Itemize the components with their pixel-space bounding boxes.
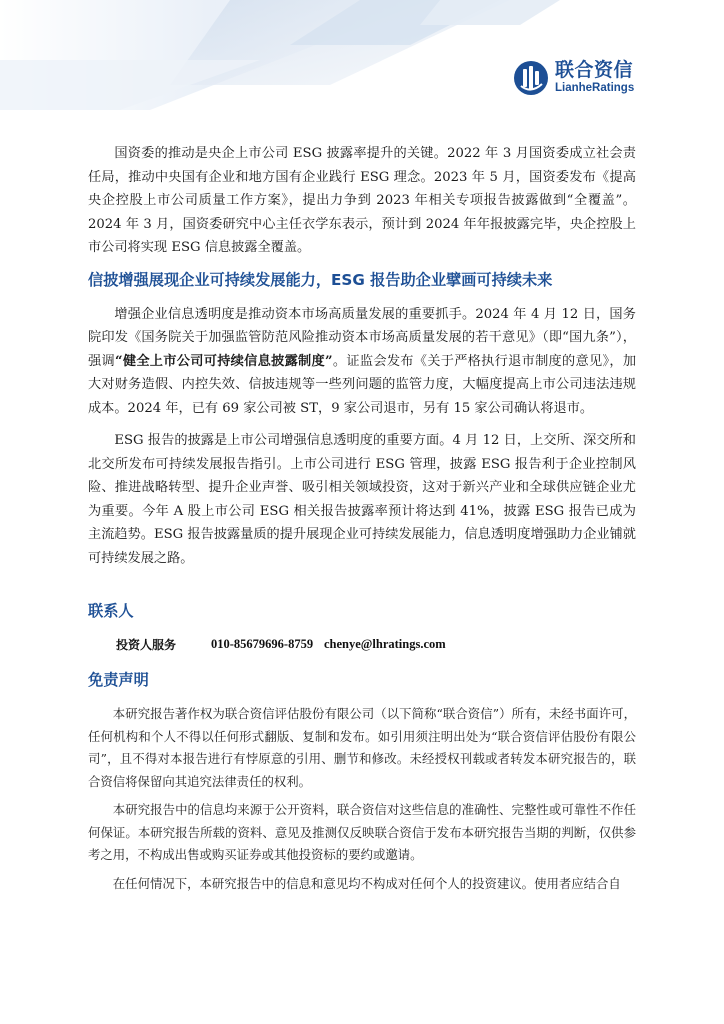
contact-label: 投资人服务 [116,638,177,652]
disclaimer-paragraph-1: 本研究报告著作权为联合资信评估股份有限公司（以下简称“联合资信”）所有，未经书面许可，任何机构和个人不得以任何形式翻版、复制和发布。如引用须注明出处为“联合资信评估股份有限公司”，且不得对本报告进行有悖原意的引用、删节和修改。未经授权刊载或者转发本研究报告的，联合资信将保留向其追究法律责任的权利。 [88,706,636,789]
logo-chinese-text: 联合资信 [555,59,634,82]
disclaimer-paragraph-2: 本研究报告中的信息均来源于公开资料，联合资信对这些信息的准确性、完整性或可靠性不作任何保证。本研究报告所载的资料、意见及推测仅反映联合资信于发布本研究报告当期的判断，仅供参考之用，不构成出售或购买证券或其他投资标的要约或邀请。 [88,802,636,862]
section1-paragraph-1 [88,303,636,421]
intro-paragraph: 国资委的推动是央企上市公司 ESG 披露率提升的关键。2022 年 3 月国资委成立社会责任局，推动中央国有企业和地方国有企业践行 ESG 理念。2023 年 5 月，国资委发布《提高央企控股上市公司质量工作方案》，提出力争到 2023 年相关专项报告披露做到“全覆盖”。2024 年 3 月，国资委研究中心主任衣学东表示，预计到 2024 年年报披露完毕，央企控股上市公司将实现 ESG 信息披露全覆盖。 [88,146,636,255]
document-body [88,142,636,901]
contact-phone: 010-85679696-8759 [211,637,314,651]
section1-p1-emphasis: “健全上市公司可持续信息披露制度” [114,353,333,369]
section1-p1-text-b: 。证监会发布《关于严格执行退市制度的意见》，加大对财务造假、内控失效、信披违规等一些列问题的监管力度，大幅度提高上市公司违法违规成本。2024 年，已有 69 家公司被 ST，9 家公司退市，另有 15 家公司确认将退市。 [88,353,637,416]
disclaimer-paragraph-3: 在任何情况下，本研究报告中的信息和意见均不构成对任何个人的投资建议。使用者应结合自 [112,875,621,891]
disclaimer-section-title: 免责声明 [88,671,149,689]
contact-row [116,636,636,653]
lianhe-logo-icon [513,60,549,96]
contact-section-title: 联系人 [88,602,134,620]
section1-paragraph-2: ESG 报告的披露是上市公司增强信息透明度的重要方面。4 月 12 日，上交所、深交所和北交所发布可持续发展报告指引。上市公司进行 ESG 管理，披露 ESG 报告利于企业控制风险、推进战略转型、提升企业声誉、吸引相关领域投资，这对于新兴产业和全球供应链企业尤为重要。今年 A 股上市公司 ESG 相关报告披露率预计将达到 41%，披露 ESG 报告已成为主流趋势。ESG 报告披露量质的提升展现企业可持续发展能力，信息透明度增强助力企业铺就可持续发展之路。 [88,433,636,566]
contact-email[interactable]: chenye@lhratings.com [324,637,446,651]
section1-p1-text-a: 增强企业信息透明度是推动资本市场高质量发展的重要抓手。2024 年 4 月 12 日，国务院印发《国务院关于加强监管防范风险推动资本市场高质量发展的若干意见》（即“国九条”），强调 [88,306,636,369]
section-title-disclosure: 信披增强展现企业可持续发展能力，ESG 报告助企业擘画可持续未来 [88,270,553,289]
brand-logo [513,58,634,98]
logo-english-text: LianheRatings [555,82,635,95]
